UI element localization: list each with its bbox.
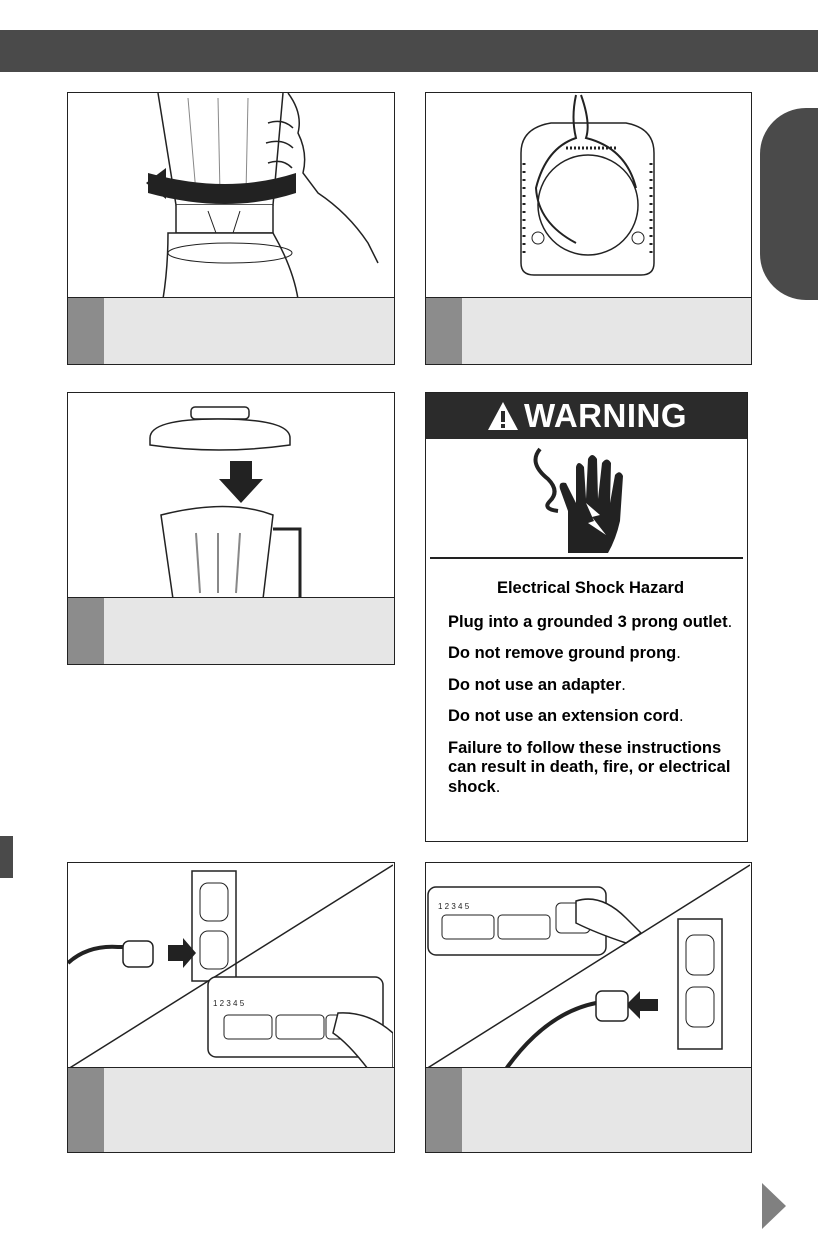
- step-panel-6: [425, 862, 752, 1153]
- step-number-block: [68, 298, 104, 364]
- control-panel-label: 1 2 3 4 5: [213, 999, 245, 1008]
- press-button-plug-outlet-icon: [426, 863, 750, 1069]
- warning-box: [425, 392, 748, 842]
- step-caption-5: [68, 1067, 394, 1152]
- warning-title: WARNING: [524, 397, 687, 434]
- electrical-shock-hand-icon: [430, 441, 743, 559]
- warning-line: Failure to follow these instructions can result in death, fire, or electrical shock.: [448, 738, 731, 796]
- plug-outlet-control-panel-icon: [68, 863, 393, 1069]
- warning-header: [426, 393, 747, 439]
- section-tab: [760, 108, 818, 300]
- next-page-arrow-icon[interactable]: [762, 1183, 786, 1229]
- header-bar: [0, 30, 818, 72]
- warning-line: Plug into a grounded 3 prong outlet.: [448, 612, 733, 631]
- step-number-block: [426, 1068, 462, 1152]
- page-edge-marker: [0, 836, 13, 878]
- hazard-title: Electrical Shock Hazard: [496, 579, 685, 597]
- control-panel-label: 1 2 3 4 5: [438, 902, 470, 911]
- jar-lid-placement-icon: [68, 393, 393, 599]
- warning-text: [448, 579, 733, 809]
- step-panel-3: [67, 392, 395, 665]
- blender-base-cord-wrap-icon: [426, 93, 750, 299]
- step-panel-2: [425, 92, 752, 365]
- blender-jar-twist-icon: [68, 93, 393, 299]
- step-number-block: [68, 598, 104, 664]
- warning-triangle-icon: [486, 400, 520, 432]
- step-caption-2: [426, 297, 751, 364]
- step-caption-3: [68, 597, 394, 664]
- warning-line: Do not use an extension cord.: [448, 707, 684, 725]
- warning-line: Do not use an adapter.: [448, 675, 626, 694]
- step-caption-6: [426, 1067, 751, 1152]
- step-panel-5: [67, 862, 395, 1153]
- step-panel-1: [67, 92, 395, 365]
- warning-line: Do not remove ground prong.: [448, 644, 681, 662]
- step-caption-1: [68, 297, 394, 364]
- step-number-block: [426, 298, 462, 364]
- step-number-block: [68, 1068, 104, 1152]
